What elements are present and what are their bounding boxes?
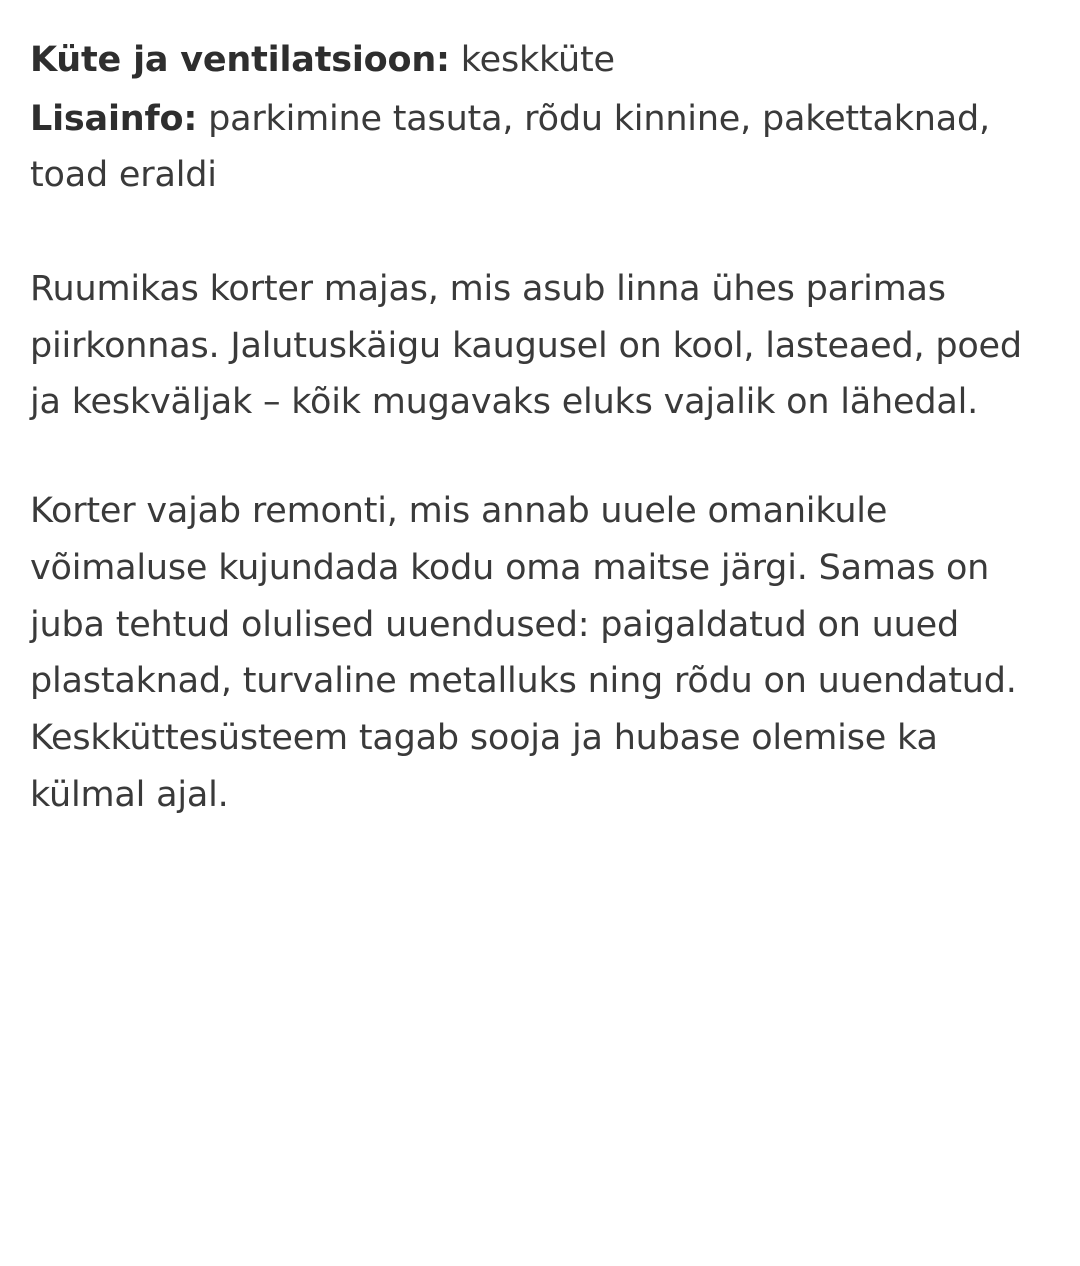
spec-label-additional-info: Lisainfo: bbox=[30, 98, 198, 139]
property-specs-list bbox=[30, 32, 1050, 204]
spec-value-heating-ventilation: keskküte bbox=[449, 40, 615, 80]
description-paragraph-condition: Korter vajab remonti, mis annab uuele omanikule võimaluse kujundada kodu oma maitse järgi. Samas on juba tehtud olulised uuendused: paigaldatud on uued plastaknad, turvaline metalluks ning rõdu on uuendatud. Keskküttesüsteem tagab sooja ja hubase olemise ka külmal ajal. bbox=[30, 491, 1017, 815]
description-paragraph-location: Ruumikas korter majas, mis asub linna ühes parimas piirkonnas. Jalutuskäigu kaugusel on kool, lasteaed, poed ja keskväljak – kõik mugavaks eluks vajalik on lähedal. bbox=[30, 269, 1022, 423]
spec-label-heating-ventilation: Küte ja ventilatsioon: bbox=[30, 40, 450, 80]
spec-row-heating-ventilation bbox=[30, 32, 1050, 89]
spec-value-additional-info: parkimine tasuta, rõdu kinnine, pakettaknad, toad eraldi bbox=[30, 98, 990, 196]
section-spacer-1 bbox=[30, 206, 1050, 261]
spec-row-additional-info bbox=[30, 91, 1050, 204]
section-spacer-2 bbox=[30, 431, 1050, 483]
